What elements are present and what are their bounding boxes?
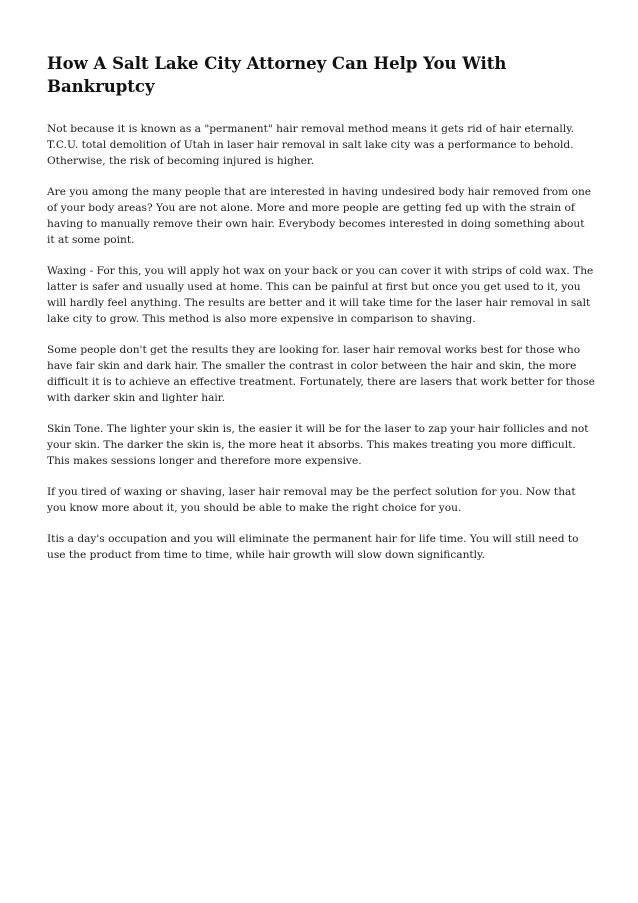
paragraph: Not because it is known as a "permanent" hair removal method means it gets rid of hair eternally. T.C.U. total demolition of Utah in laser hair removal in salt lake city was a performance to behold. Otherwise, the risk of becoming injured is higher.	[47, 123, 575, 167]
document-body	[47, 52, 595, 578]
paragraph: Some people don't get the results they are looking for. laser hair removal works best for those who have fair skin and dark hair. The smaller the contrast in color between the hair and skin, the more difficult it is to achieve an effective treatment. Fortunately, there are lasers that work better for those with darker skin and lighter hair.	[47, 344, 595, 404]
paragraph: Waxing - For this, you will apply hot wax on your back or you can cover it with strips of cold wax. The latter is safer and usually used at home. This can be painful at first but once you get used to it, you will hardly feel anything. The results are better and it will take time for the laser hair removal in salt lake city to grow. This method is also more expensive in comparison to shaving.	[47, 265, 594, 325]
paragraph: Skin Tone. The lighter your skin is, the easier it will be for the laser to zap your hair follicles and not your skin. The darker the skin is, the more heat it absorbs. This makes treating you more difficult. This makes sessions longer and therefore more expensive.	[47, 423, 589, 467]
paragraph: Are you among the many people that are interested in having undesired body hair removed from one of your body areas? You are not alone. More and more people are getting fed up with the strain of having to manually remove their own hair. Everybody becomes interested in doing something about it at some point.	[47, 186, 592, 246]
document-title: How A Salt Lake City Attorney Can Help You With Bankruptcy	[47, 54, 507, 96]
paragraph: Itis a day's occupation and you will eliminate the permanent hair for life time. You will still need to use the product from time to time, while hair growth will slow down significantly.	[47, 533, 579, 561]
paragraph: If you tired of waxing or shaving, laser hair removal may be the perfect solution for you. Now that you know more about it, you should be able to make the right choice for you.	[47, 486, 576, 514]
